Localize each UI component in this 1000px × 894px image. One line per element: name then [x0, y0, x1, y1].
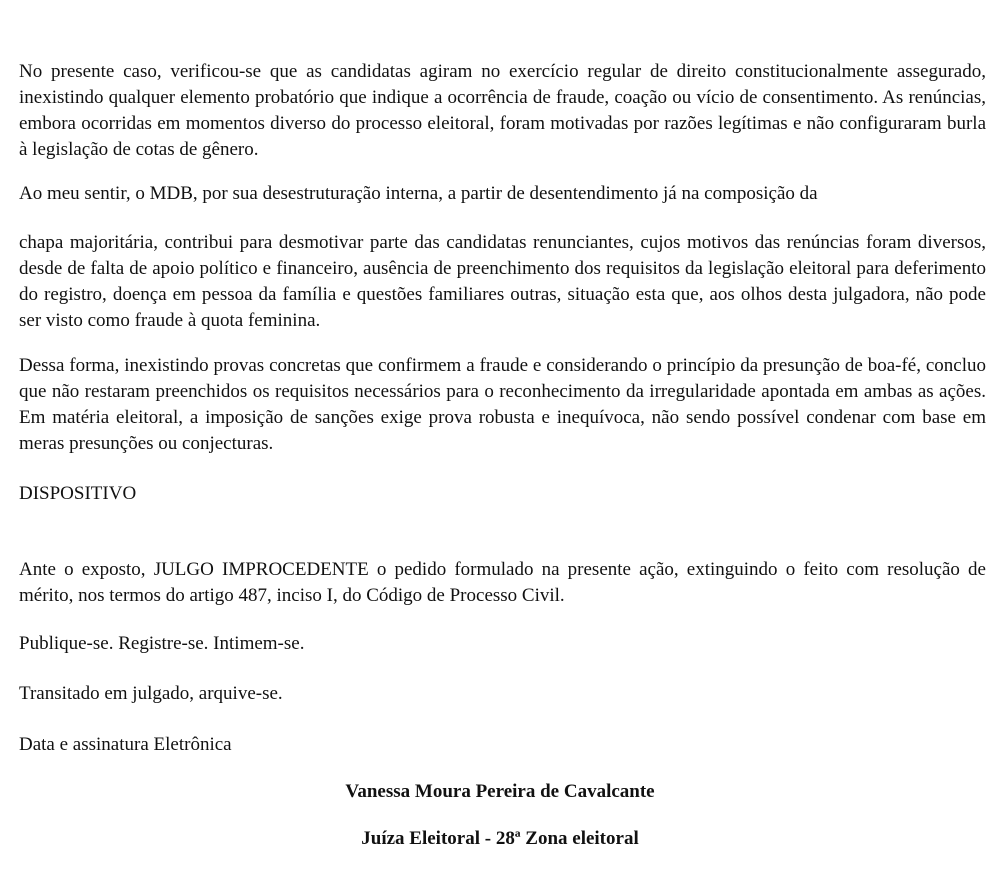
- closing-line-publish: Publique-se. Registre-se. Intimem-se.: [19, 633, 305, 654]
- paragraph-case-analysis: No presente caso, verificou-se que as candidatas agiram no exercício regular de direito constitucionalmente assegurado, inexistindo qualquer elemento probatório que indique a ocorrência de fraude, coação ou vício de consentimento. As renúncias, embora ocorridas em momentos diverso do processo eleitoral, foram motivadas por razões legítimas e não configuraram burla à legislação de cotas de gênero.: [19, 61, 986, 160]
- closing-line-date-signature: Data e assinatura Eletrônica: [19, 734, 232, 755]
- signature-name: Vanessa Moura Pereira de Cavalcante: [345, 781, 655, 802]
- paragraph-conclusion: Dessa forma, inexistindo provas concretas que confirmem a fraude e considerando o princípio da presunção de boa-fé, concluo que não restaram preenchidos os requisitos necessários para o reconhecimento da irregularidade apontada em ambas as ações. Em matéria eleitoral, a imposição de sanções exige prova robusta e inequívoca, não sendo possível condenar com base em meras presunções ou conjecturas.: [19, 355, 986, 454]
- signature-title: Juíza Eleitoral - 28ª Zona eleitoral: [361, 828, 639, 849]
- paragraph-judge-opinion-start: Ao meu sentir, o MDB, por sua desestruturação interna, a partir de desentendimento já na composição da: [19, 183, 818, 204]
- closing-line-archive: Transitado em julgado, arquive-se.: [19, 683, 283, 704]
- paragraph-judge-opinion-continued: chapa majoritária, contribui para desmotivar parte das candidatas renunciantes, cujos motivos das renúncias foram diversos, desde de falta de apoio político e financeiro, ausência de preenchimento dos requisitos da legislação eleitoral para deferimento do registro, doença em pessoa da família e questões familiares outras, situação esta que, aos olhos desta julgadora, não pode ser visto como fraude à quota feminina.: [19, 232, 986, 331]
- section-heading-dispositivo: DISPOSITIVO: [19, 483, 137, 504]
- paragraph-ruling: Ante o exposto, JULGO IMPROCEDENTE o pedido formulado na presente ação, extinguindo o feito com resolução de mérito, nos termos do artigo 487, inciso I, do Código de Processo Civil.: [19, 559, 986, 606]
